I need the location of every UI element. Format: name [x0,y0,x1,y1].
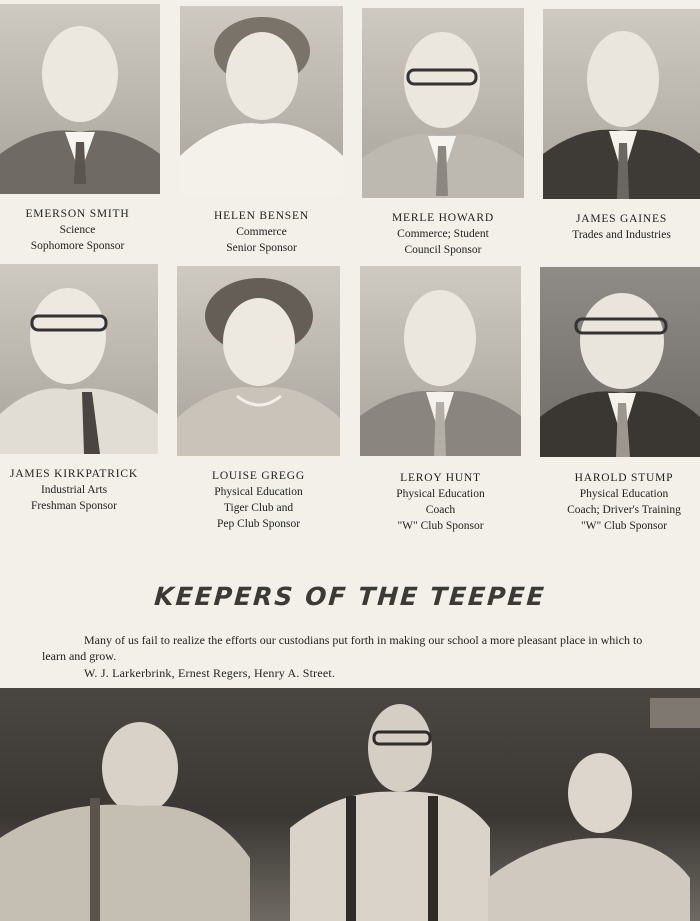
staff-name: JAMES KIRKPATRICK [10,468,138,480]
staff-role: "W" Club Sponsor [580,520,668,532]
section-heading: KEEPERS OF THE TEEPEE [153,582,547,611]
caption-james-gaines [543,211,700,243]
staff-role: Sophomore Sponsor [30,240,125,252]
staff-name: HELEN BENSEN [214,210,309,222]
staff-name: JAMES GAINES [575,213,668,225]
staff-role: Science [59,224,96,236]
caption-merle-howard [362,210,524,258]
staff-role: Commerce; Student [397,228,489,240]
staff-role: Coach [425,504,456,516]
portrait-james-gaines [543,9,700,199]
portrait-louise-gregg [177,266,340,456]
intro-text-block [42,632,662,681]
staff-role: Council Sponsor [404,244,482,256]
staff-role: Physical Education [579,488,669,500]
staff-role: Trades and Industries [572,229,671,241]
portrait-merle-howard [362,8,524,198]
portrait-harold-stump [540,267,700,457]
staff-role: Senior Sponsor [226,242,297,254]
portrait-james-kirkpatrick [0,264,158,454]
caption-harold-stump [548,470,700,534]
custodian-names: W. J. Larkerbrink, Ernest Regers, Henry A. Street. [84,666,336,680]
staff-name: HAROLD STUMP [574,472,674,484]
staff-role: Pep Club Sponsor [216,518,301,530]
staff-role: Freshman Sponsor [31,500,117,512]
portrait-emerson-smith [0,4,160,194]
portrait-leroy-hunt [360,266,521,456]
caption-louise-gregg [177,468,340,532]
caption-emerson-smith [0,206,155,254]
caption-leroy-hunt [360,470,521,534]
staff-role: Industrial Arts [40,484,108,496]
staff-name: MERLE HOWARD [392,212,494,224]
caption-helen-bensen [180,208,343,256]
staff-role: Physical Education [214,486,303,498]
staff-name: EMERSON SMITH [25,208,130,220]
custodians-photo [0,688,700,921]
staff-name: LEROY HUNT [400,472,481,484]
staff-name: LOUISE GREGG [212,470,305,482]
intro-paragraph: Many of us fail to realize the efforts our custodians put forth in making our school a more pleasant place in which to learn and grow. [42,633,643,663]
caption-james-kirkpatrick [0,466,148,514]
staff-role: Commerce [236,226,287,238]
staff-role: Tiger Club and [223,502,294,514]
staff-role: Physical Education [396,488,485,500]
staff-role: "W" Club Sponsor [397,520,484,532]
staff-role: Coach; Driver's Training [567,504,681,516]
portrait-helen-bensen [180,6,343,196]
